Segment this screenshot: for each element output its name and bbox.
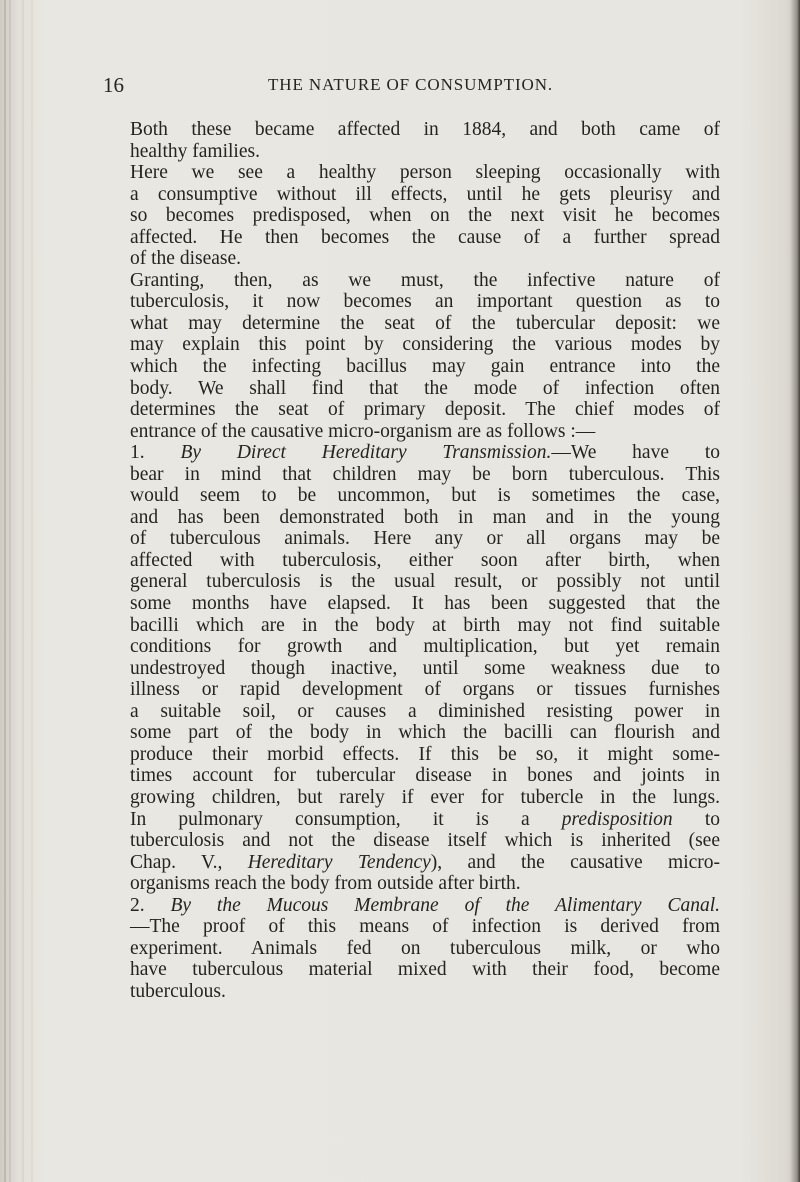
text-run: —The proof of this means of infection is derived from — [130, 916, 720, 938]
text-run: times account for tubercular disease in bones and joints in — [130, 765, 720, 787]
text-run: growing children, but rarely if ever for tubercle in the lungs. — [130, 786, 720, 808]
italic-text: By Direct Hereditary Transmission. — [180, 442, 552, 464]
text-line — [130, 399, 720, 421]
text-run: 1. — [130, 442, 181, 464]
italic-text: By the Mucous Membrane of the Alimentary Canal. — [170, 894, 721, 916]
binding-shadow — [22, 0, 24, 1182]
text-run: of tuberculous animals. Here any or all organs may be — [130, 528, 720, 550]
text-run: would seem to be uncommon, but is sometimes the case, — [130, 485, 720, 507]
text-run: Both these became affected in 1884, and both came of — [130, 119, 720, 140]
text-line — [130, 809, 720, 831]
text-run: which the infecting bacillus may gain entrance into the — [130, 356, 720, 378]
text-line — [130, 679, 720, 701]
text-run: illness or rapid development of organs or tissues furnishes — [130, 679, 720, 701]
binding-shadow — [31, 0, 33, 1182]
italic-text: Hereditary Tendency — [247, 851, 431, 873]
text-run: to — [672, 808, 720, 830]
text-run: ), and the causative micro- — [430, 851, 721, 873]
text-line — [130, 959, 720, 981]
text-line — [130, 184, 720, 206]
text-line — [130, 528, 720, 550]
text-run: Here we see a healthy person sleeping occasionally with — [130, 162, 720, 184]
text-run: In pulmonary consumption, it is a — [130, 808, 562, 830]
text-run: healthy families. — [130, 140, 260, 162]
text-line — [130, 291, 720, 313]
text-line — [130, 722, 720, 744]
text-run: bacilli which are in the body at birth may not find suitable — [130, 614, 720, 636]
text-run: of the disease. — [130, 248, 242, 270]
text-run: a consumptive without ill effects, until he gets pleurisy and — [130, 183, 720, 205]
text-run: tuberculosis and not the disease itself which is inherited (see — [130, 830, 720, 852]
text-line — [130, 507, 720, 529]
text-line — [130, 141, 720, 163]
text-line — [130, 421, 720, 443]
text-line — [130, 442, 720, 464]
text-run: tuberculous. — [130, 980, 226, 1002]
text-run: affected with tuberculosis, either soon after birth, when — [130, 549, 720, 571]
text-run: a suitable soil, or causes a diminished resisting power in — [130, 700, 720, 722]
text-run: Granting, then, as we must, the infective nature of — [130, 269, 720, 291]
text-line — [130, 658, 720, 680]
text-run: experiment. Animals fed on tuberculous milk, or who — [130, 937, 720, 959]
running-title: THE NATURE OF CONSUMPTION. — [268, 75, 554, 94]
text-run: affected. He then becomes the cause of a further spread — [130, 226, 720, 248]
text-line — [130, 119, 720, 141]
text-run: and has been demonstrated both in man and in the young — [130, 506, 720, 528]
text-line — [130, 873, 720, 895]
text-line — [130, 356, 720, 378]
italic-text: predisposition — [561, 808, 673, 830]
text-run: so becomes predisposed, when on the next visit he becomes — [130, 205, 720, 227]
text-run: bear in mind that children may be born tuberculous. This — [130, 463, 720, 485]
text-line — [130, 981, 720, 1003]
text-line — [130, 313, 720, 335]
text-line — [130, 205, 720, 227]
binding-shadow — [9, 0, 11, 1182]
text-run: general tuberculosis is the usual result, or possibly not until — [130, 571, 720, 593]
text-run: conditions for growth and multiplication, but yet remain — [130, 636, 720, 658]
text-line — [130, 852, 720, 874]
text-run: have tuberculous material mixed with their food, become — [130, 959, 720, 981]
text-line — [130, 787, 720, 809]
text-run: some part of the body in which the bacilli can flourish and — [130, 722, 720, 744]
running-head — [103, 70, 715, 100]
text-run: what may determine the seat of the tubercular deposit: we — [130, 312, 720, 334]
text-line — [130, 378, 720, 400]
text-line — [130, 550, 720, 572]
text-line — [130, 593, 720, 615]
text-line — [130, 485, 720, 507]
text-run: Chap. V., — [130, 851, 248, 873]
body-text — [130, 119, 720, 1002]
text-run: entrance of the causative micro-organism are as follows :— — [130, 420, 596, 442]
text-run: body. We shall find that the mode of infection often — [130, 377, 720, 399]
text-line — [130, 895, 720, 917]
text-run: some months have elapsed. It has been suggested that the — [130, 593, 720, 615]
text-line — [130, 227, 720, 249]
text-run: 2. — [130, 894, 171, 916]
text-run: produce their morbid effects. If this be so, it might some- — [130, 743, 720, 765]
text-line — [130, 744, 720, 766]
text-line — [130, 270, 720, 292]
text-line — [130, 938, 720, 960]
text-line — [130, 916, 720, 938]
text-line — [130, 162, 720, 184]
text-line — [130, 701, 720, 723]
text-line — [130, 464, 720, 486]
text-run: determines the seat of primary deposit. The chief modes of — [130, 399, 720, 421]
text-line — [130, 248, 720, 270]
text-run: —We have to — [551, 442, 720, 464]
page-number: 16 — [103, 73, 124, 97]
text-run: tuberculosis, it now becomes an important question as to — [130, 291, 720, 313]
text-run: undestroyed though inactive, until some weakness due to — [130, 657, 720, 679]
text-run: organisms reach the body from outside after birth. — [130, 873, 521, 895]
text-line — [130, 765, 720, 787]
binding-shadow — [4, 0, 6, 1182]
text-run: may explain this point by considering the various modes by — [130, 334, 720, 356]
text-line — [130, 571, 720, 593]
text-line — [130, 636, 720, 658]
text-line — [130, 830, 720, 852]
text-line — [130, 615, 720, 637]
page-edge-shadow — [790, 0, 800, 1182]
text-line — [130, 334, 720, 356]
